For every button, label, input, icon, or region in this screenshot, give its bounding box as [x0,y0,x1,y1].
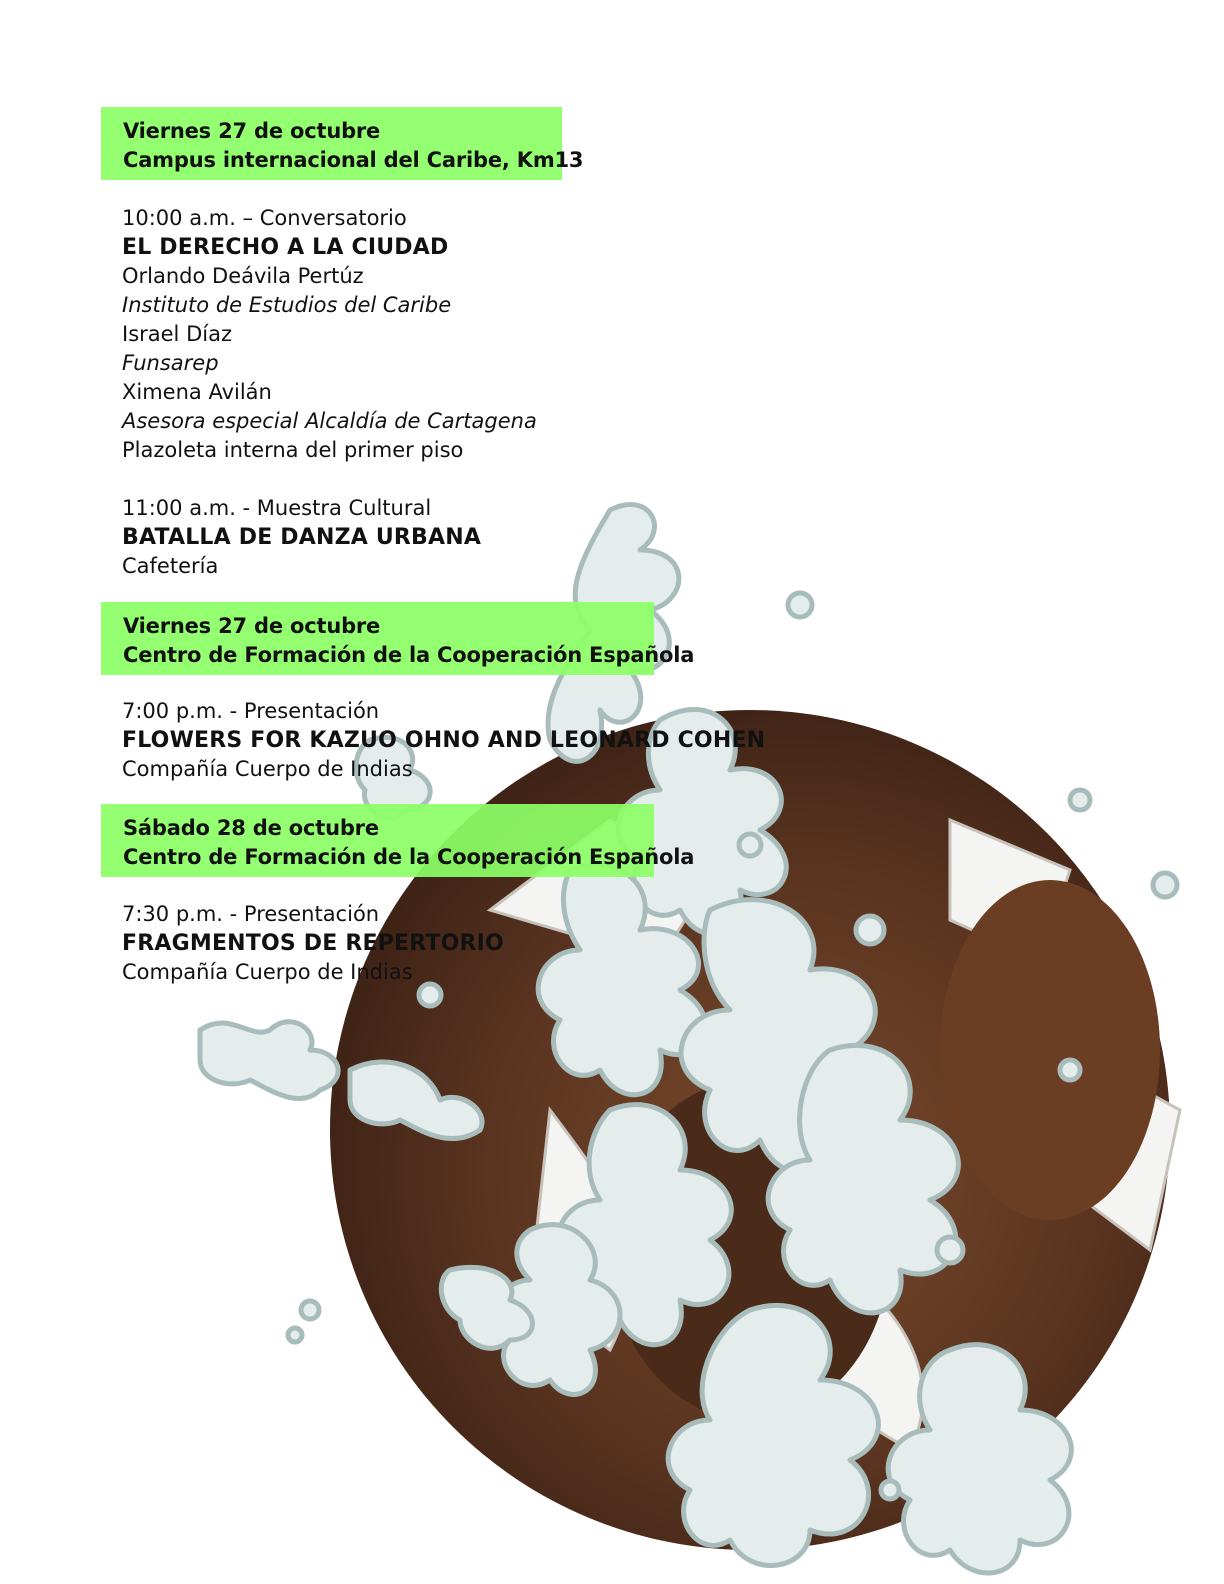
event-company: Compañía Cuerpo de Indias [122,960,413,984]
date-venue-banner [101,602,695,675]
speaker-affiliation: Asesora especial Alcaldía de Cartagena [122,409,537,433]
event-entry [122,697,765,784]
speaker-affiliation: Funsarep [122,351,219,375]
speaker-name: Orlando Deávila Pertúz [122,264,364,288]
banner-date: Viernes 27 de octubre [123,614,381,638]
event-company: Compañía Cuerpo de Indias [122,757,413,781]
banner-venue: Centro de Formación de la Cooperación Española [123,643,695,667]
banner-date: Sábado 28 de octubre [123,816,379,840]
event-entry [122,494,481,581]
event-time: 7:00 p.m. - Presentación [122,699,380,723]
banner-venue: Centro de Formación de la Cooperación Española [123,845,695,869]
banner-venue: Campus internacional del Caribe, Km13 [123,148,584,172]
event-title: BATALLA DE DANZA URBANA [122,525,482,550]
speaker-affiliation: Instituto de Estudios del Caribe [122,293,452,317]
event-title: EL DERECHO A LA CIUDAD [122,235,449,260]
event-title: FRAGMENTOS DE REPERTORIO [122,931,504,956]
event-location: Cafetería [122,554,219,578]
date-venue-banner [101,107,584,180]
event-location: Plazoleta interna del primer piso [122,438,464,462]
banner-date: Viernes 27 de octubre [123,119,381,143]
event-time: 10:00 a.m. – Conversatorio [122,206,407,230]
event-entry [122,204,537,465]
event-title: FLOWERS FOR KAZUO OHNO AND LEONARD COHEN [122,728,766,753]
speaker-name: Ximena Avilán [122,380,272,404]
date-venue-banner [101,804,695,877]
event-entry [122,900,504,987]
speaker-name: Israel Díaz [122,322,232,346]
event-time: 7:30 p.m. - Presentación [122,902,380,926]
event-time: 11:00 a.m. - Muestra Cultural [122,496,432,520]
